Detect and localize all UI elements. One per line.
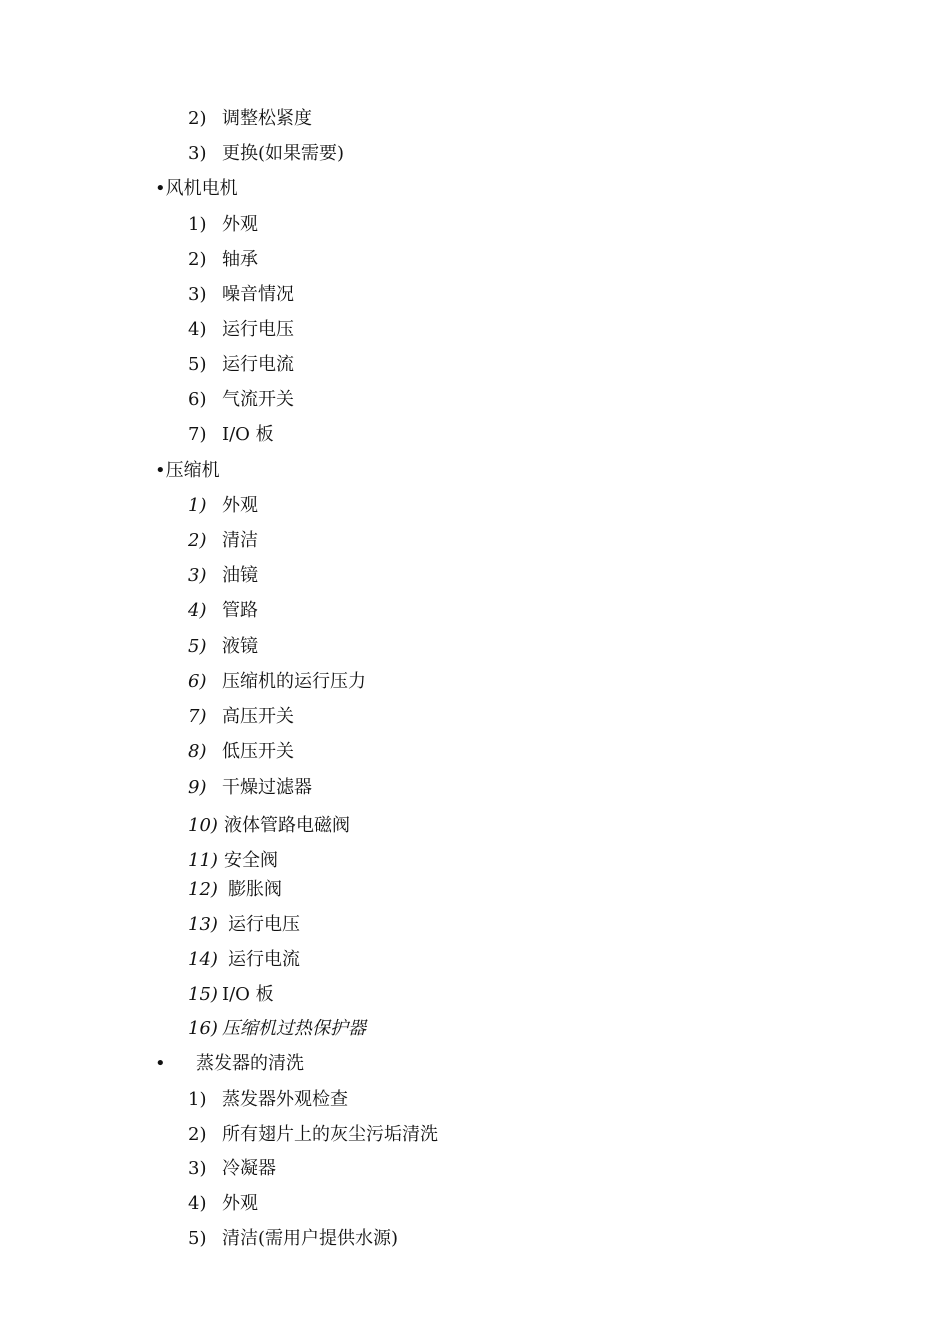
- list-item-text: I/O 板: [222, 984, 274, 1005]
- list-item-text: 气流开关: [222, 389, 294, 410]
- list-item-text: 安全阀: [224, 850, 278, 871]
- list-item-number: 16): [188, 1018, 218, 1039]
- list-item-text: 管路: [222, 600, 258, 621]
- list-item-text: 压缩机的运行压力: [222, 671, 366, 692]
- list-item-text: 外观: [222, 214, 258, 235]
- list-item-number: 13): [188, 914, 218, 935]
- list-item-number: 7): [188, 706, 207, 727]
- list-item-number: 2): [188, 530, 207, 551]
- list-item-number: 2): [188, 108, 207, 129]
- list-item-number: 7): [188, 424, 207, 445]
- list-item-text: 蒸发器外观检查: [222, 1089, 348, 1110]
- list-item-number: 6): [188, 389, 207, 410]
- list-item-number: 5): [188, 1228, 207, 1249]
- list-item-number: 4): [188, 319, 207, 340]
- list-item-number: 5): [188, 354, 207, 375]
- list-item-text: 运行电流: [228, 949, 300, 970]
- list-item-number: 9): [188, 777, 207, 798]
- list-item-number: 3): [188, 143, 207, 164]
- list-item-text: 清洁(需用户提供水源): [222, 1228, 399, 1249]
- list-item-number: 6): [188, 671, 207, 692]
- list-item-text: 冷凝器: [222, 1158, 276, 1179]
- list-item-number: 2): [188, 1124, 207, 1145]
- list-item-text: 运行电流: [222, 354, 294, 375]
- list-item-number: 4): [188, 1193, 207, 1214]
- list-item-number: 12): [188, 879, 218, 900]
- list-item-text: 外观: [222, 1193, 258, 1214]
- list-item-text: 调整松紧度: [222, 108, 312, 129]
- list-item-text: 干燥过滤器: [222, 777, 312, 798]
- list-item-text: 噪音情况: [222, 284, 294, 305]
- section-heading-text: •风机电机: [155, 178, 238, 199]
- list-item-text: 运行电压: [228, 914, 300, 935]
- list-item-text: 轴承: [222, 249, 258, 270]
- list-item-number: 3): [188, 284, 207, 305]
- list-item-text: 运行电压: [222, 319, 294, 340]
- section-heading-text: 蒸发器的清洗: [196, 1053, 304, 1074]
- list-item-number: 3): [188, 1158, 207, 1179]
- list-item-number: 1): [188, 214, 207, 235]
- list-item-number: 1): [188, 1089, 207, 1110]
- list-item-text: 高压开关: [222, 706, 294, 727]
- list-item-number: 8): [188, 741, 207, 762]
- list-item-number: 11): [188, 850, 218, 871]
- list-item-text: 压缩机过热保护器: [222, 1018, 366, 1039]
- list-item-number: 10): [188, 815, 218, 836]
- list-item-text: 低压开关: [222, 741, 294, 762]
- list-item-text: 液体管路电磁阀: [224, 815, 350, 836]
- list-item-text: 膨胀阀: [228, 879, 282, 900]
- list-item-number: 15): [188, 984, 218, 1005]
- list-item-number: 1): [188, 495, 207, 516]
- section-heading-text: •压缩机: [155, 460, 220, 481]
- list-item-text: 油镜: [222, 565, 258, 586]
- list-item-number: 4): [188, 600, 207, 621]
- list-item-number: 2): [188, 249, 207, 270]
- list-item-number: 14): [188, 949, 218, 970]
- list-item-text: 所有翅片上的灰尘污垢清洗: [222, 1124, 438, 1145]
- list-item-number: 3): [188, 565, 207, 586]
- list-item-text: 更换(如果需要): [222, 143, 345, 164]
- list-item-text: 清洁: [222, 530, 258, 551]
- list-item-number: 5): [188, 636, 207, 657]
- bullet-marker: •: [155, 1053, 166, 1074]
- list-item-text: 液镜: [222, 636, 258, 657]
- list-item-text: I/O 板: [222, 424, 274, 445]
- list-item-text: 外观: [222, 495, 258, 516]
